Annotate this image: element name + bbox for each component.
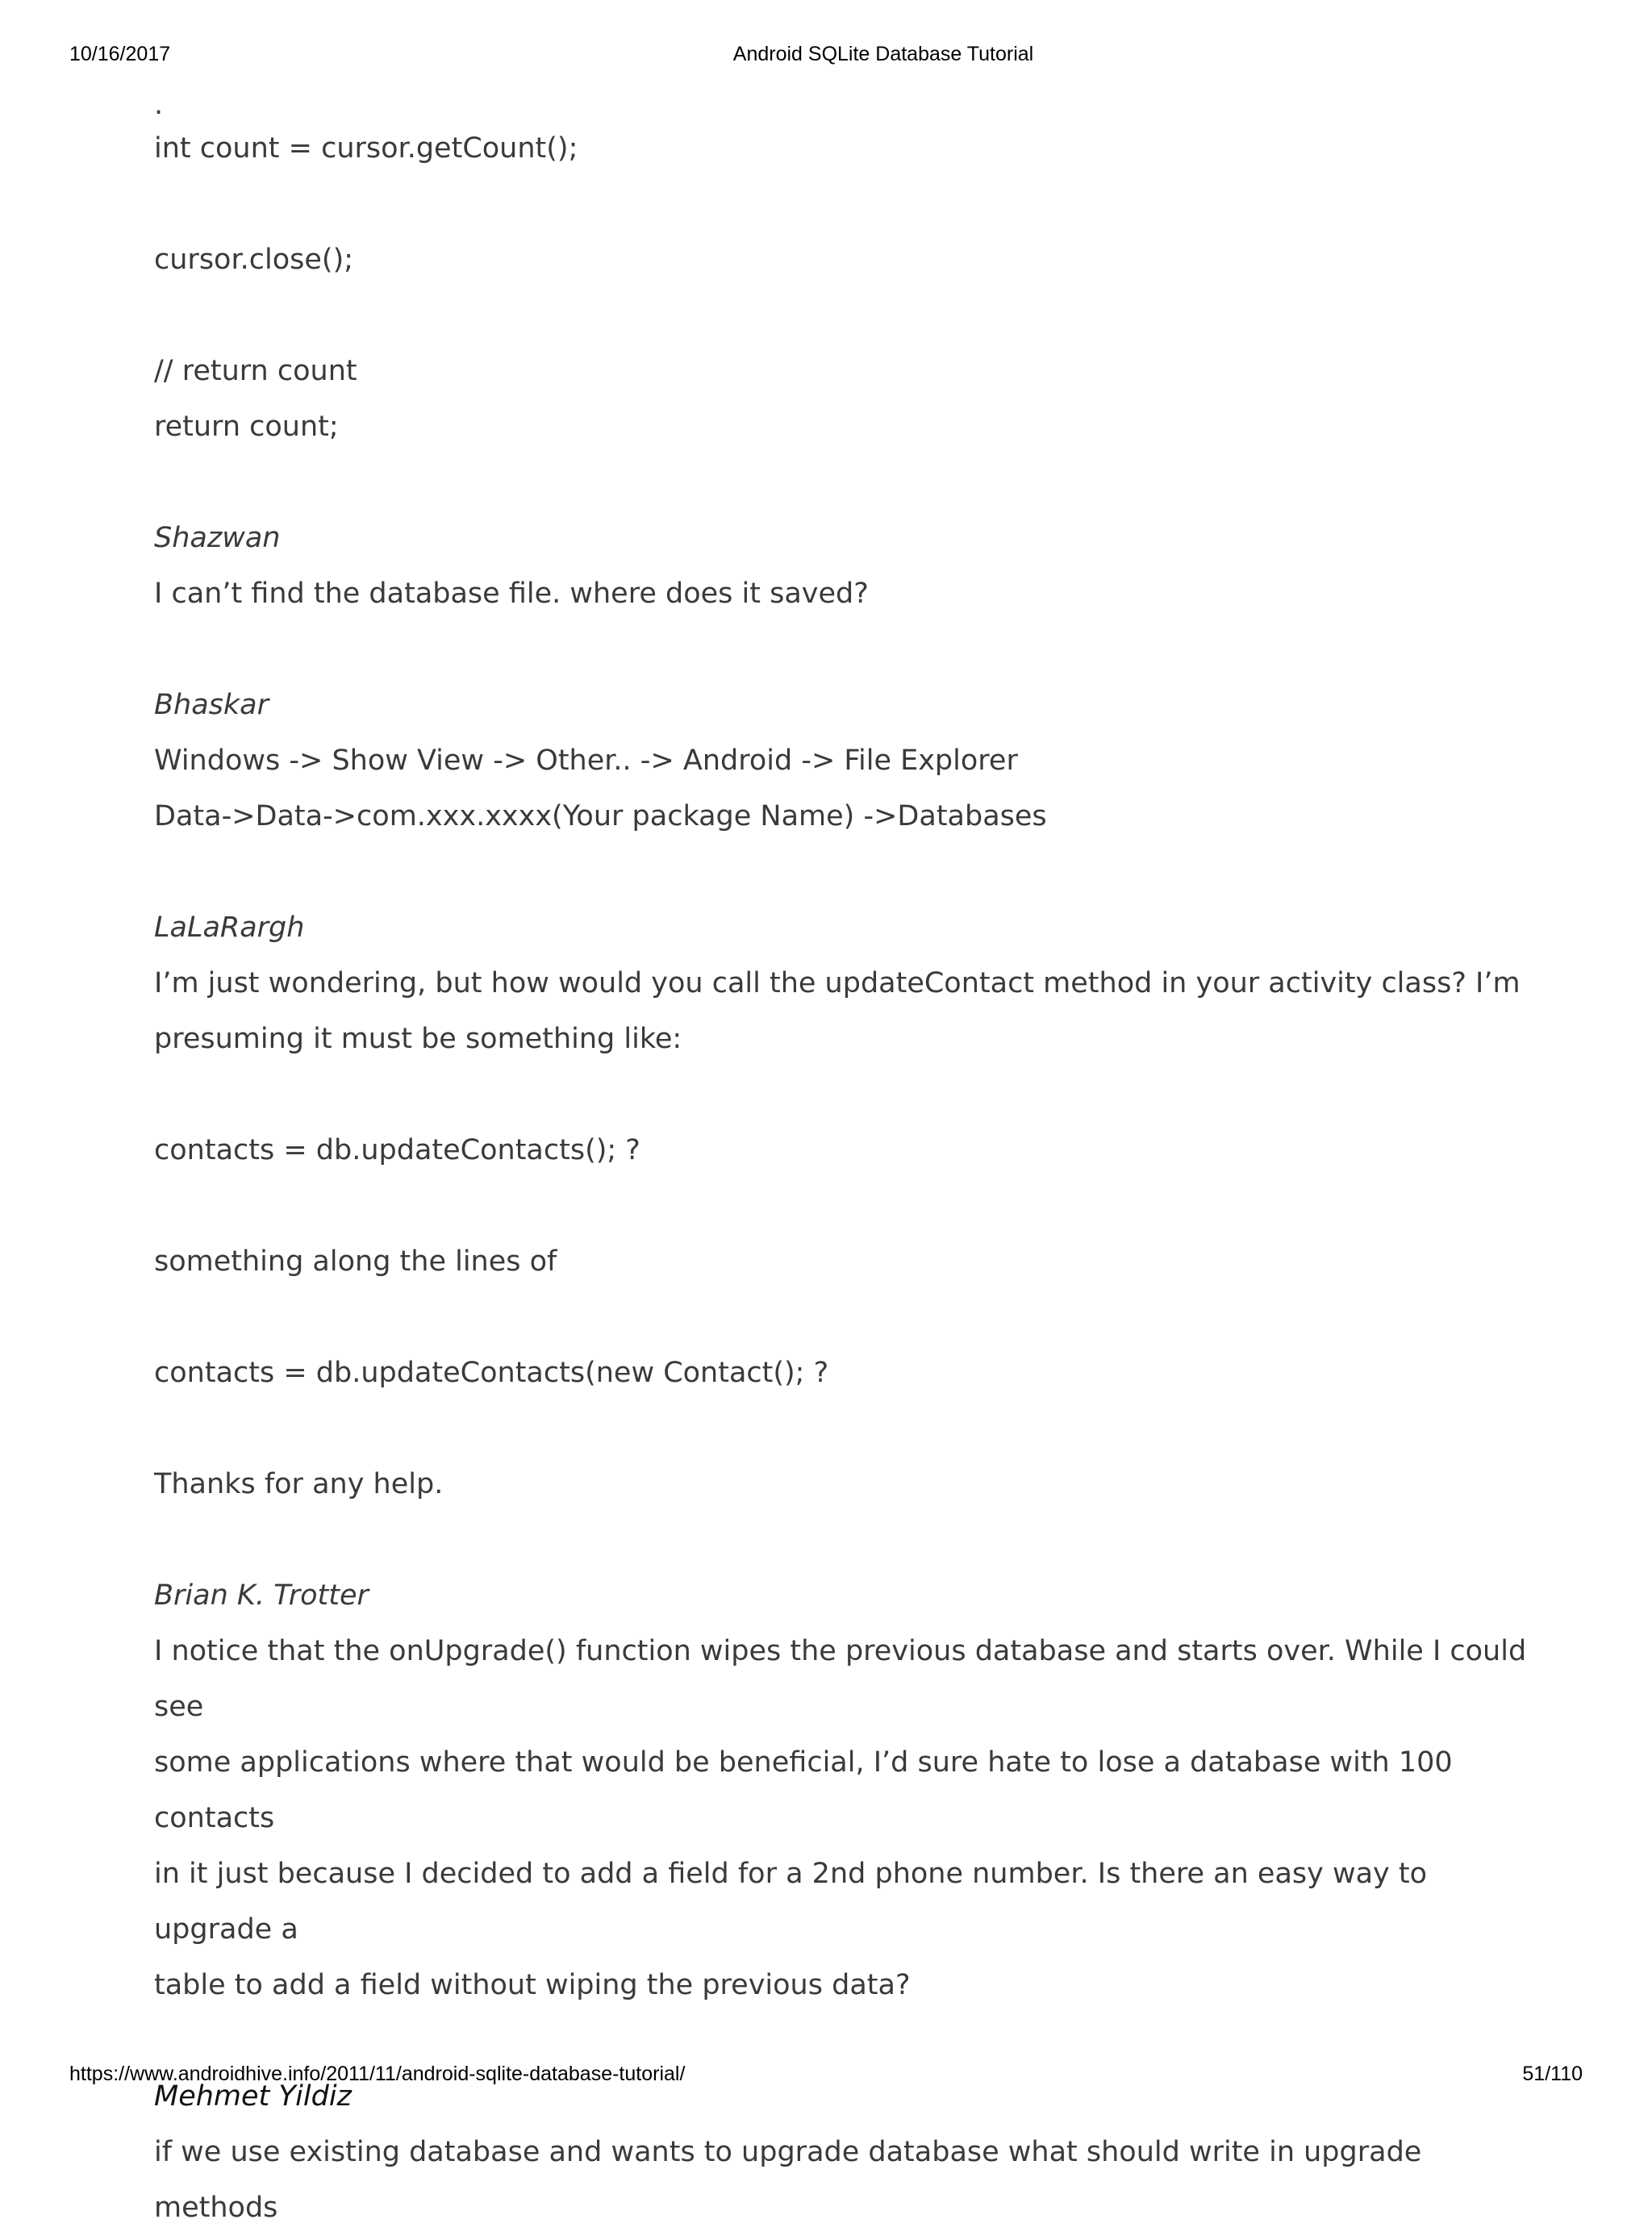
comment-text: some applications where that would be beneficial, I’d sure hate to lose a database with 100 contacts [154, 1746, 1462, 1834]
comment-text: Data->Data->com.xxx.xxxx(Your package Name) ->Databases [154, 800, 1047, 832]
comment-text: contacts = db.updateContacts(); ? [154, 1134, 640, 1166]
header-date: 10/16/2017 [69, 43, 171, 65]
comment-author: Shazwan [154, 522, 281, 554]
comment-text: Windows -> Show View -> Other.. -> Android -> File Explorer [154, 745, 1018, 777]
code-line: return count; [154, 411, 339, 443]
comment [154, 1568, 1541, 2013]
comment [154, 678, 1541, 845]
comment-text: I can’t find the database file. where does it saved? [154, 578, 869, 610]
comment-text: Thanks for any help. [154, 1468, 444, 1500]
comment [154, 511, 1541, 622]
stray-dot: . [154, 89, 164, 121]
footer-page-number: 51/110 [1522, 2063, 1583, 2085]
comment [154, 2069, 1541, 2236]
code-line: cursor.close(); [154, 244, 354, 276]
comment-text: contacts = db.updateContacts(new Contact(); ? [154, 1357, 829, 1389]
comment-text: something along the lines of [154, 1245, 557, 1278]
comment-text: presuming it must be something like: [154, 1023, 682, 1055]
comment-text: if we use existing database and wants to upgrade database what should write in upgrade methods [154, 2136, 1431, 2224]
comment-text: I notice that the onUpgrade() function wipes the previous database and starts over. While I could see [154, 1635, 1536, 1723]
code-line: int count = cursor.getCount(); [154, 132, 578, 165]
comment-author: Mehmet Yildiz [154, 2080, 352, 2113]
comment-text: in it just because I decided to add a field for a 2nd phone number. Is there an easy way to upgrade a [154, 1858, 1437, 1946]
footer-url: https://www.androidhive.info/2011/11/android-sqlite-database-tutorial/ [69, 2063, 686, 2085]
comment-text: table to add a field without wiping the previous data? [154, 1969, 911, 2001]
page-content [154, 89, 1541, 2236]
comment [154, 900, 1541, 1512]
comment-author: Bhaskar [154, 689, 269, 721]
header-title: Android SQLite Database Tutorial [732, 43, 1034, 65]
comment-author: LaLaRargh [154, 912, 305, 944]
comment-author: Brian K. Trotter [154, 1579, 369, 1612]
comment-text: I’m just wondering, but how would you call the updateContact method in your activity class? I’m [154, 967, 1521, 999]
code-line: // return count [154, 355, 357, 387]
